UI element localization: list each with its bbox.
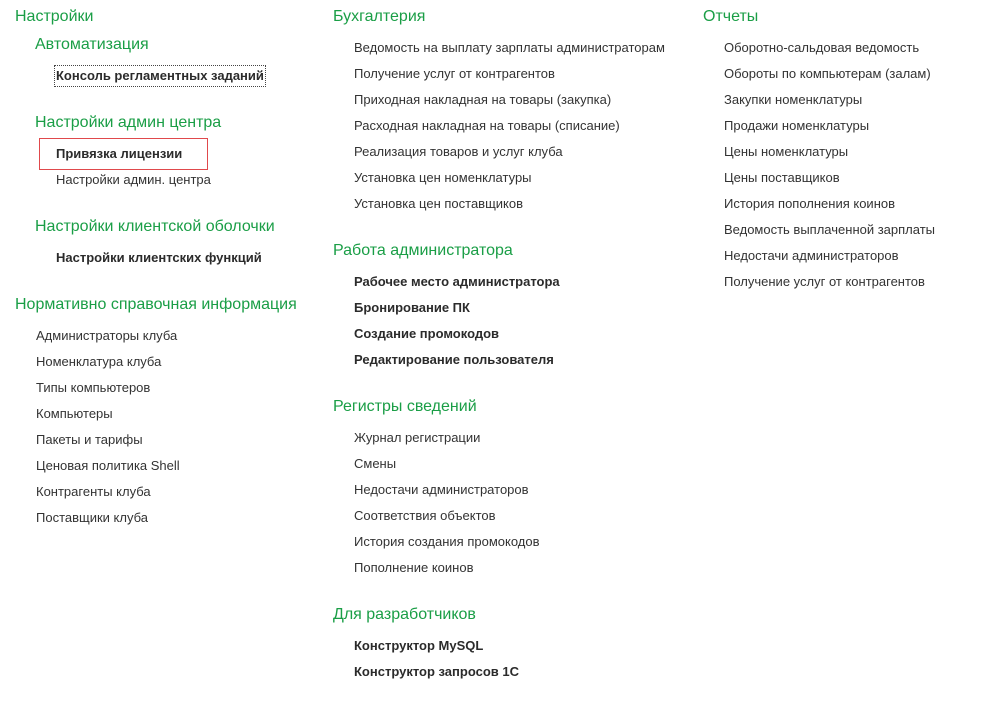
link-pc-booking[interactable]: Бронирование ПК	[354, 300, 470, 315]
link-club-nomenclature[interactable]: Номенклатура клуба	[36, 354, 162, 369]
link-license-binding[interactable]: Привязка лицензии	[56, 146, 183, 161]
link-computer-types[interactable]: Типы компьютеров	[36, 380, 151, 395]
link-client-functions-settings[interactable]: Настройки клиентских функций	[56, 250, 262, 265]
link-scheduled-jobs-console[interactable]: Консоль регламентных заданий	[56, 68, 264, 83]
link-object-mappings[interactable]: Соответствия объектов	[354, 508, 496, 523]
link-coin-topup-history[interactable]: История пополнения коинов	[724, 196, 896, 211]
link-set-supplier-prices[interactable]: Установка цен поставщиков	[354, 196, 524, 211]
section-title-settings: Настройки	[15, 8, 94, 25]
section-title-reports: Отчеты	[703, 8, 759, 25]
link-goods-receipt[interactable]: Приходная накладная на товары (закупка)	[354, 92, 612, 107]
link-report-admin-shortages[interactable]: Недостачи администраторов	[724, 248, 899, 263]
link-turnover-by-computers[interactable]: Обороты по компьютерам (залам)	[724, 66, 931, 81]
link-shifts[interactable]: Смены	[354, 456, 397, 471]
link-edit-user[interactable]: Редактирование пользователя	[354, 352, 554, 367]
link-club-sales[interactable]: Реализация товаров и услуг клуба	[354, 144, 563, 159]
link-1c-query-constructor[interactable]: Конструктор запросов 1С	[354, 664, 519, 679]
link-admin-shortages[interactable]: Недостачи администраторов	[354, 482, 529, 497]
link-salary-statement[interactable]: Ведомость на выплату зарплаты администраторам	[354, 40, 665, 55]
link-promocode-history[interactable]: История создания промокодов	[354, 534, 540, 549]
link-packages-tariffs[interactable]: Пакеты и тарифы	[36, 432, 143, 447]
link-mysql-constructor[interactable]: Конструктор MySQL	[354, 638, 484, 653]
link-trial-balance[interactable]: Оборотно-сальдовая ведомость	[724, 40, 920, 55]
link-club-administrators[interactable]: Администраторы клуба	[36, 328, 178, 343]
group-title-client-shell-settings: Настройки клиентской оболочки	[35, 218, 275, 235]
link-event-log[interactable]: Журнал регистрации	[354, 430, 481, 445]
link-club-counterparties[interactable]: Контрагенты клуба	[36, 484, 151, 499]
section-title-developers: Для разработчиков	[333, 606, 476, 623]
section-title-admin-work: Работа администратора	[333, 242, 513, 259]
link-admin-workplace[interactable]: Рабочее место администратора	[354, 274, 560, 289]
link-computers[interactable]: Компьютеры	[36, 406, 113, 421]
link-shell-price-policy[interactable]: Ценовая политика Shell	[36, 458, 180, 473]
link-create-promocodes[interactable]: Создание промокодов	[354, 326, 500, 341]
section-title-info-registers: Регистры сведений	[333, 398, 477, 415]
link-coin-topup[interactable]: Пополнение коинов	[354, 560, 474, 575]
link-goods-writeoff[interactable]: Расходная накладная на товары (списание)	[354, 118, 620, 133]
link-services-from-counterparties[interactable]: Получение услуг от контрагентов	[354, 66, 555, 81]
link-admin-center-settings[interactable]: Настройки админ. центра	[56, 172, 211, 187]
link-paid-salary-statement[interactable]: Ведомость выплаченной зарплаты	[724, 222, 936, 237]
section-title-accounting: Бухгалтерия	[333, 8, 426, 25]
group-title-admin-center-settings: Настройки админ центра	[35, 114, 222, 131]
link-nomenclature-sales[interactable]: Продажи номенклатуры	[724, 118, 870, 133]
group-title-automation: Автоматизация	[35, 36, 149, 53]
link-report-services-from-counterparties[interactable]: Получение услуг от контрагентов	[724, 274, 925, 289]
link-nomenclature-purchases[interactable]: Закупки номенклатуры	[724, 92, 863, 107]
link-set-nomenclature-prices[interactable]: Установка цен номенклатуры	[354, 170, 532, 185]
link-nomenclature-prices[interactable]: Цены номенклатуры	[724, 144, 849, 159]
link-club-suppliers[interactable]: Поставщики клуба	[36, 510, 148, 525]
section-title-reference-info: Нормативно справочная информация	[15, 296, 297, 313]
link-supplier-prices[interactable]: Цены поставщиков	[724, 170, 840, 185]
